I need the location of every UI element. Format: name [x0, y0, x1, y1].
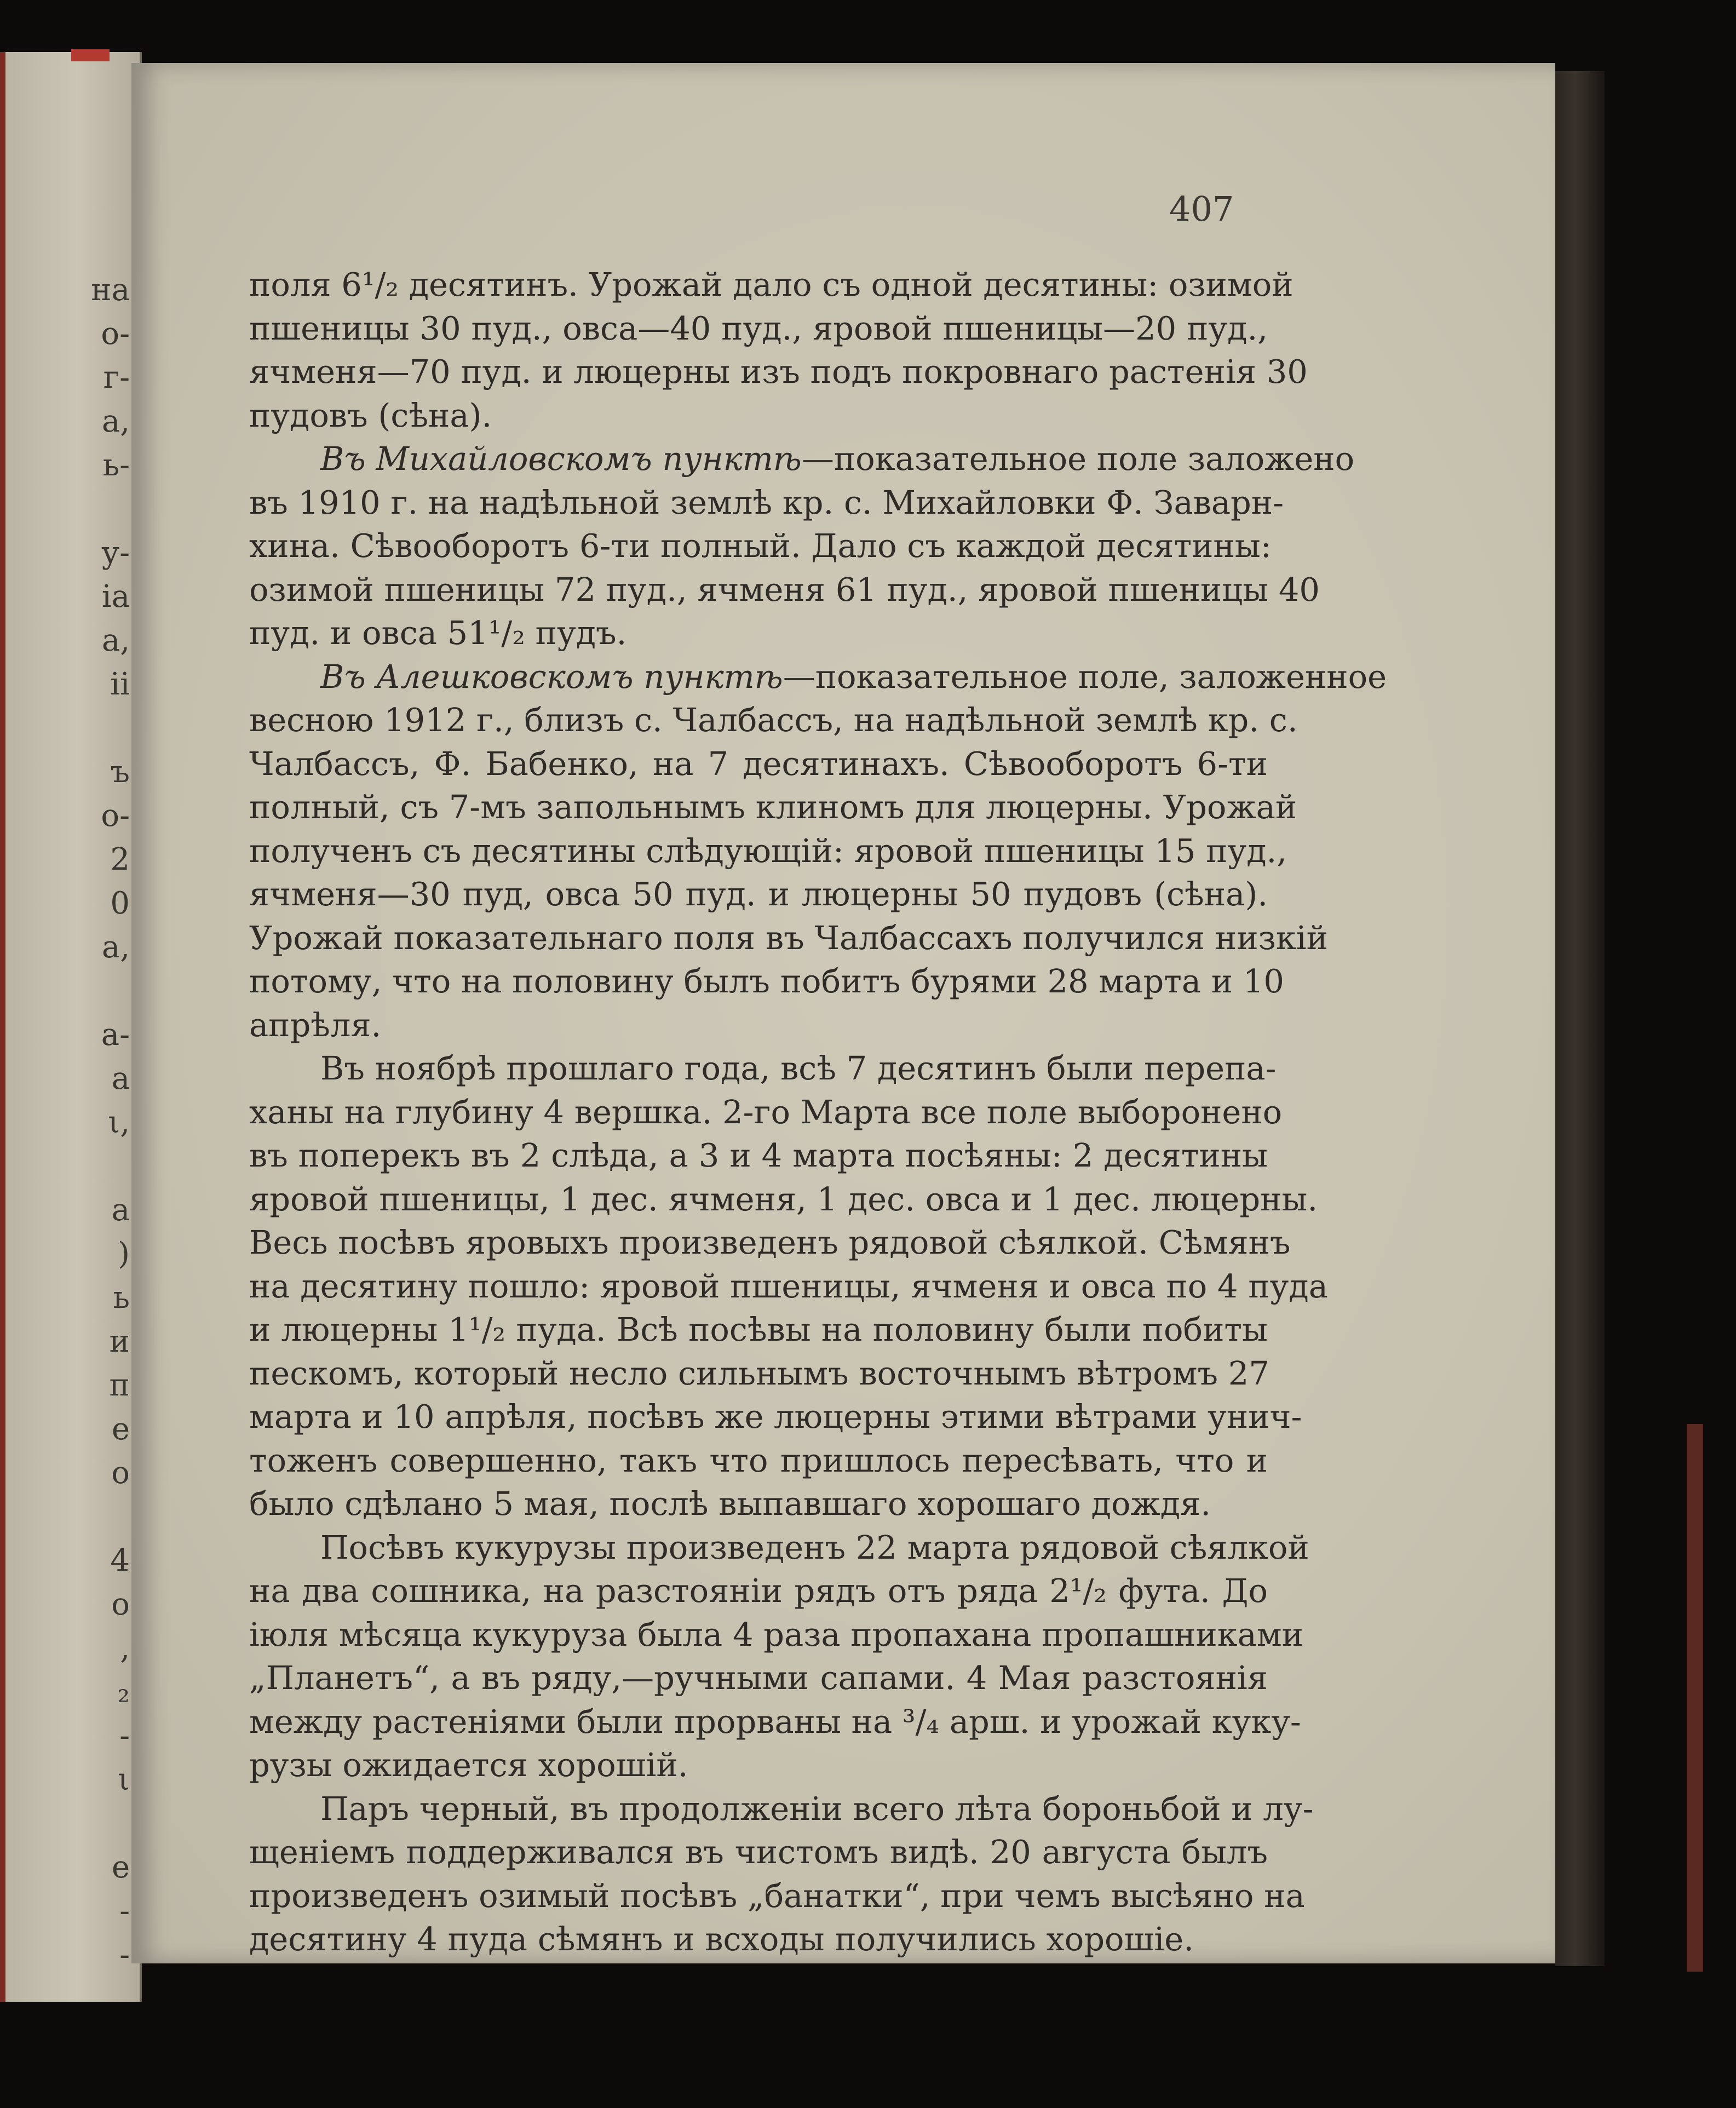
- left-fragment: ъ: [110, 754, 130, 790]
- line-text: между растеніями были прорваны на ³/₄ арш. и урожай куку-: [249, 1702, 1301, 1741]
- line-text: десятину 4 пуда сѣмянъ и всходы получились хорошіе.: [249, 1920, 1194, 1958]
- left-fragment: [0, 1495, 140, 1539]
- text-line: [249, 1395, 1302, 1439]
- page-body-text: [249, 263, 1387, 1961]
- left-fragment: ь-: [102, 447, 130, 483]
- line-text: апрѣля.: [249, 1006, 382, 1044]
- left-fragment: о-: [101, 316, 130, 352]
- left-fragment: [0, 1802, 140, 1846]
- text-line: [249, 1830, 1268, 1874]
- left-fragment: на: [91, 272, 130, 308]
- left-fragment: [0, 1145, 140, 1188]
- line-text: марта и 10 апрѣля, посѣвъ же люцерны этими вѣтрами унич-: [249, 1398, 1302, 1435]
- text-line: [249, 829, 1287, 873]
- text-line: [249, 1482, 1268, 1526]
- text-line: [249, 394, 1268, 438]
- line-text: хина. Сѣвооборотъ 6-ти полный. Дало съ каждой десятины:: [249, 527, 1272, 565]
- text-line: [249, 437, 1355, 481]
- left-fragment: г-: [103, 360, 130, 395]
- line-text: Весь посѣвъ яровыхъ произведенъ рядовой сѣялкой. Сѣмянъ: [249, 1224, 1291, 1261]
- line-text: ячменя—30 пуд, овса 50 пуд. и люцерны 50 пудовъ (сѣна).: [249, 875, 1268, 913]
- line-text: Посѣвъ кукурузы произведенъ 22 марта рядовой сѣялкой: [320, 1528, 1309, 1566]
- left-fragment: о: [111, 1587, 130, 1622]
- left-fragment: 2: [110, 842, 130, 877]
- text-line: [249, 1090, 1283, 1134]
- left-page-text-fragments: [0, 268, 140, 1973]
- line-text: —показательное поле заложено: [801, 440, 1355, 478]
- italic-heading: Въ Алешковскомъ пунктѣ: [320, 657, 783, 696]
- left-fragment: а,: [101, 929, 130, 965]
- text-line: [249, 1352, 1268, 1395]
- line-text: Паръ черный, въ продолженіи всего лѣта бороньбой и лу-: [320, 1789, 1314, 1828]
- left-fragment: е: [111, 1849, 130, 1885]
- line-text: Въ ноябрѣ прошлаго года, всѣ 7 десятинъ были перепа-: [320, 1049, 1277, 1087]
- text-line: [249, 1221, 1291, 1265]
- text-line: [249, 1874, 1305, 1918]
- line-text: іюля мѣсяца кукуруза была 4 раза пропахана пропашниками: [249, 1615, 1303, 1653]
- text-line: [249, 1439, 1268, 1483]
- left-fragment: ,: [120, 1630, 130, 1666]
- left-fragment: 4: [110, 1543, 130, 1578]
- line-text: на десятину пошло: яровой пшеницы, ячменя и овса по 4 пуда: [249, 1267, 1328, 1305]
- line-text: полный, съ 7-мъ запольнымъ клиномъ для люцерны. Урожай: [249, 788, 1297, 826]
- left-fragment: -: [119, 1937, 130, 1973]
- left-page-red-edge: [71, 49, 110, 61]
- line-text: ханы на глубину 4 вершка. 2-го Марта все поле выборонено: [249, 1093, 1283, 1131]
- line-text: „Планетъ“, а въ ряду,—ручными сапами. 4 Мая разстоянія: [249, 1659, 1268, 1697]
- text-line: [249, 1178, 1318, 1221]
- text-line: [249, 698, 1298, 742]
- left-fragment: ia: [101, 579, 130, 614]
- line-text: въ поперекъ въ 2 слѣда, а 3 и 4 марта посѣяны: 2 десятины: [249, 1136, 1268, 1174]
- line-text: —показательное поле, заложенное: [783, 657, 1387, 696]
- text-line: [249, 1917, 1268, 1961]
- left-fragment: ): [118, 1236, 130, 1272]
- text-line: [249, 1003, 1268, 1047]
- line-text: рузы ожидается хорошій.: [249, 1746, 688, 1784]
- left-fragment: а: [111, 1192, 130, 1228]
- line-text: пескомъ, который несло сильнымъ восточнымъ вѣтромъ 27: [249, 1354, 1269, 1392]
- text-line: [249, 1265, 1328, 1308]
- line-text: тоженъ совершенно, такъ что пришлось пересѣвать, что и: [249, 1441, 1268, 1479]
- line-text: яровой пшеницы, 1 дес. ячменя, 1 дес. овса и 1 дес. люцерны.: [249, 1180, 1318, 1218]
- text-line: [249, 1613, 1303, 1657]
- text-line: [249, 481, 1284, 525]
- text-line: [249, 872, 1268, 916]
- text-line: [249, 785, 1297, 829]
- text-line: [249, 568, 1320, 612]
- line-text: полученъ съ десятины слѣдующій: яровой пшеницы 15 пуд.,: [249, 831, 1287, 870]
- text-line: [249, 1743, 1268, 1787]
- text-line: [249, 1787, 1314, 1831]
- text-line: [249, 1308, 1268, 1352]
- line-text: щеніемъ поддерживался въ чистомъ видѣ. 20 августа былъ: [249, 1833, 1268, 1871]
- left-fragment: о: [111, 1455, 130, 1491]
- left-fragment: ₂: [117, 1674, 130, 1710]
- text-line: [249, 1526, 1309, 1570]
- line-text: пшеницы 30 пуд., овса—40 пуд., яровой пшеницы—20 пуд.,: [249, 309, 1268, 347]
- left-fragment: -: [119, 1718, 130, 1754]
- left-fragment: -: [119, 1893, 130, 1929]
- left-fragment: ii: [110, 667, 130, 702]
- text-line: [249, 1134, 1268, 1178]
- left-fragment: е: [111, 1411, 130, 1447]
- left-fragment: а: [111, 1061, 130, 1096]
- page-number: 407: [1169, 189, 1234, 229]
- line-text: потому, что на половину былъ побитъ бурями 28 марта и 10: [249, 962, 1284, 1000]
- text-line: [249, 307, 1268, 351]
- line-text: озимой пшеницы 72 пуд., ячменя 61 пуд., яровой пшеницы 40: [249, 570, 1320, 608]
- text-line: [249, 611, 1268, 655]
- left-fragment: у-: [101, 535, 130, 571]
- italic-heading: Въ Михайловскомъ пунктѣ: [320, 440, 802, 478]
- line-text: Урожай показательнаго поля въ Чалбассахъ получился низкій: [249, 918, 1328, 957]
- left-fragment: п: [109, 1368, 130, 1403]
- line-text: весною 1912 г., близъ с. Чалбассъ, на надѣльной землѣ кр. с.: [249, 701, 1298, 739]
- text-line: [249, 916, 1328, 960]
- line-text: пудовъ (сѣна).: [249, 396, 492, 434]
- line-text: ячменя—70 пуд. и люцерны изъ подъ покровнаго растенія 30: [249, 353, 1308, 390]
- text-line: [249, 1047, 1277, 1090]
- left-fragment: о-: [101, 798, 130, 834]
- left-fragment: [0, 969, 140, 1013]
- text-line: [249, 350, 1308, 394]
- left-fragment: ι: [118, 1762, 130, 1797]
- right-red-edge: [1687, 1424, 1703, 1972]
- text-line: [249, 655, 1387, 699]
- left-fragment: а,: [101, 404, 130, 439]
- line-text: въ 1910 г. на надѣльной землѣ кр. с. Михайловки Ф. Заварн-: [249, 483, 1284, 521]
- text-line: [249, 742, 1268, 786]
- text-line: [249, 263, 1294, 307]
- line-text: Чалбассъ, Ф. Бабенко, на 7 десятинахъ. Сѣвооборотъ 6-ти: [249, 744, 1268, 783]
- text-line: [249, 960, 1284, 1003]
- line-text: на два сошника, на разстояніи рядъ отъ ряда 2¹/₂ фута. До: [249, 1572, 1268, 1610]
- left-fragment: [0, 487, 140, 531]
- left-fragment: а,: [101, 623, 130, 658]
- left-fragment: а-: [101, 1017, 130, 1053]
- line-text: пуд. и овса 51¹/₂ пудъ.: [249, 614, 627, 652]
- text-line: [249, 1700, 1301, 1744]
- left-fragment: ι,: [108, 1105, 130, 1140]
- line-text: было сдѣлано 5 мая, послѣ выпавшаго хорошаго дождя.: [249, 1485, 1211, 1523]
- line-text: поля 6¹/₂ десятинъ. Урожай дало съ одной десятины: озимой: [249, 266, 1294, 303]
- text-line: [249, 524, 1272, 568]
- left-fragment: [0, 707, 140, 750]
- text-line: [249, 1656, 1268, 1700]
- book-spine-edge: [1555, 71, 1605, 1966]
- text-line: [249, 1569, 1268, 1613]
- line-text: произведенъ озимый посѣвъ „банатки“, при чемъ высѣяно на: [249, 1876, 1305, 1915]
- left-fragment: 0: [110, 886, 130, 921]
- left-fragment: ь: [113, 1280, 130, 1316]
- left-fragment: и: [109, 1324, 130, 1359]
- line-text: и люцерны 1¹/₂ пуда. Всѣ посѣвы на половину были побиты: [249, 1311, 1268, 1348]
